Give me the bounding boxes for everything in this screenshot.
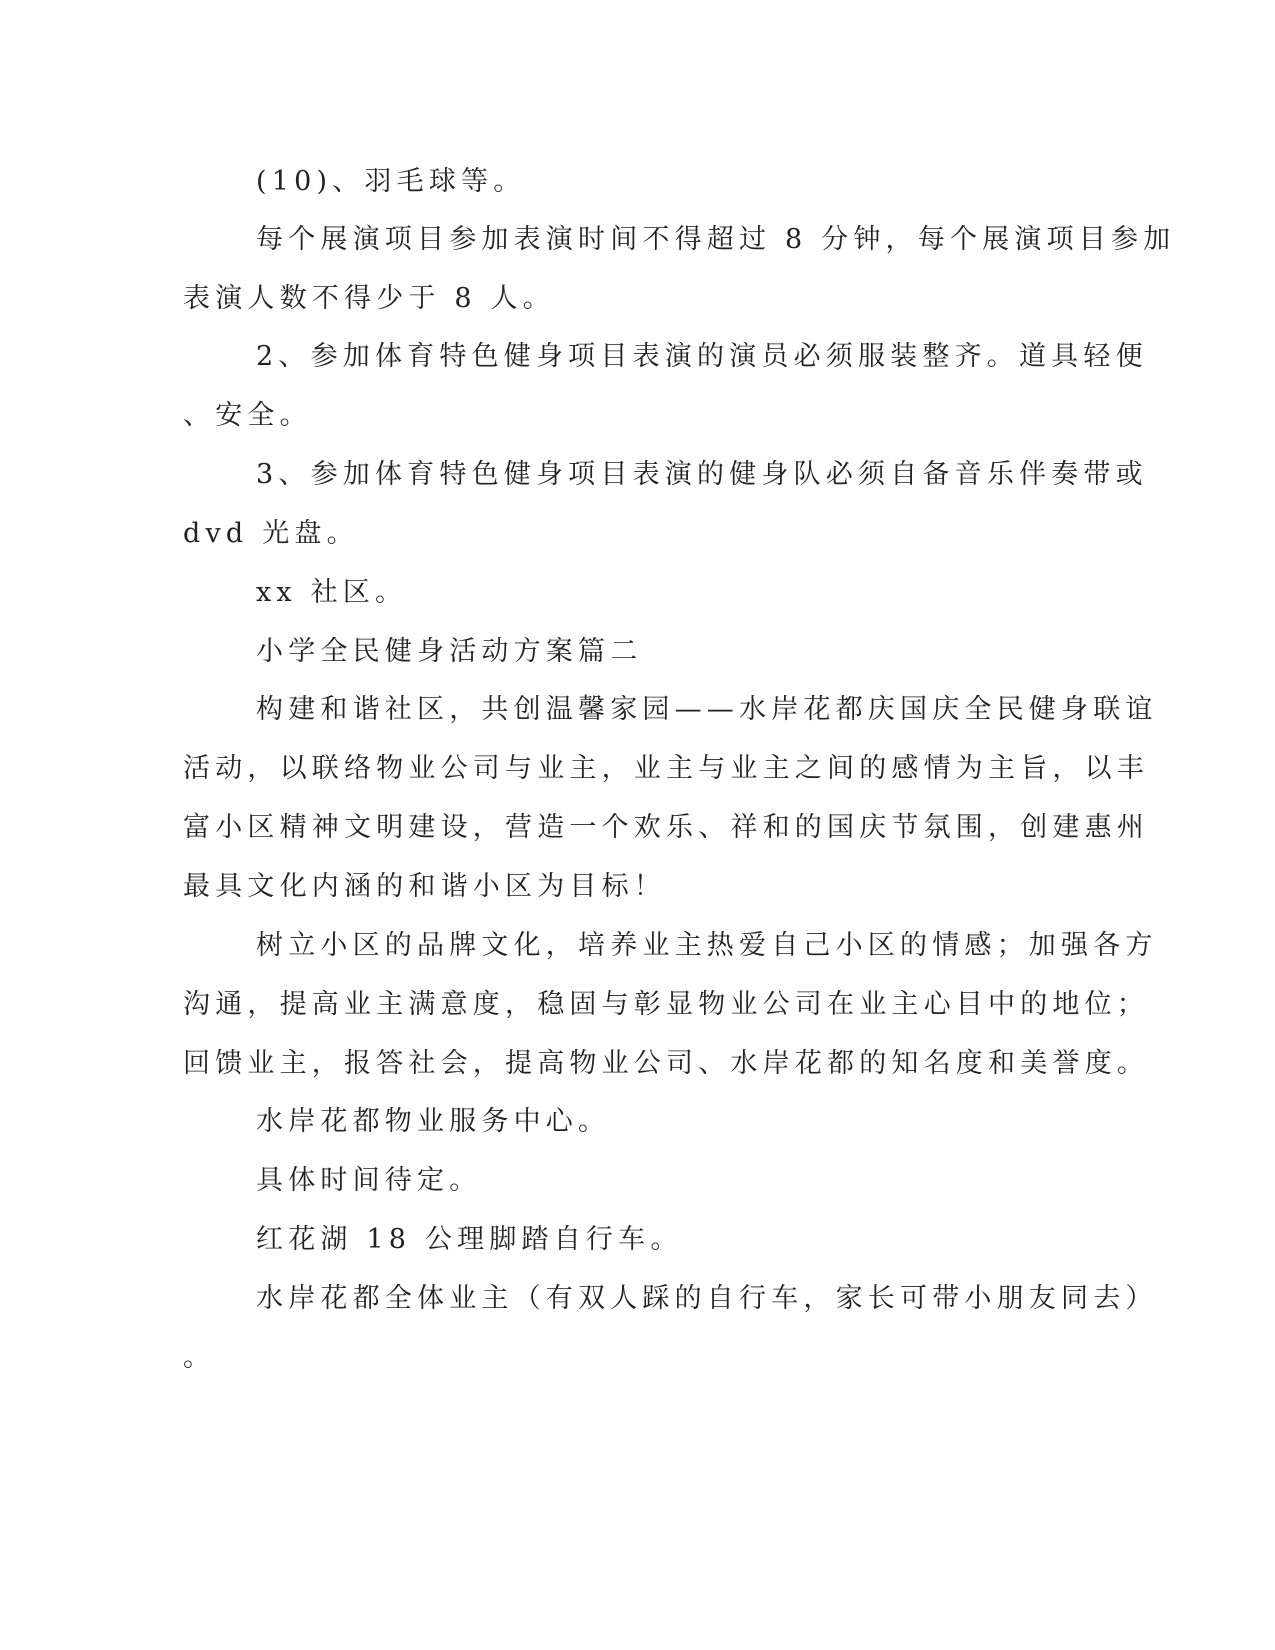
text-line: 沟通，提高业主满意度，稳固与彰显物业公司在业主心目中的地位； <box>183 989 1149 1020</box>
text-line: 最具文化内涵的和谐小区为目标！ <box>183 871 666 902</box>
text-line: 回馈业主，报答社会，提高物业公司、水岸花都的知名度和美誉度。 <box>183 1048 1149 1079</box>
text-line: 水岸花都全体业主（有双人踩的自行车，家长可带小朋友同去） <box>256 1283 1158 1314</box>
text-line: 红花湖 18 公理脚踏自行车。 <box>256 1224 683 1255</box>
text-line: 树立小区的品牌文化，培养业主热爱自己小区的情感；加强各方 <box>256 930 1158 961</box>
text-line: 2、参加体育特色健身项目表演的演员必须服装整齐。道具轻便 <box>256 341 1148 372</box>
text-line: 表演人数不得少于 8 人。 <box>183 283 555 314</box>
text-line: 3、参加体育特色健身项目表演的健身队必须自备音乐伴奏带或 <box>256 459 1148 490</box>
text-line: 活动，以联络物业公司与业主，业主与业主之间的感情为主旨，以丰 <box>183 753 1149 784</box>
text-line: (10)、羽毛球等。 <box>256 166 526 197</box>
section-heading: 小学全民健身活动方案篇二 <box>256 636 643 667</box>
text-line: 具体时间待定。 <box>256 1165 482 1196</box>
text-line: dvd 光盘。 <box>183 518 359 549</box>
text-line: xx 社区。 <box>256 577 408 608</box>
text-line: 、安全。 <box>183 400 312 431</box>
text-line: 富小区精神文明建设，营造一个欢乐、祥和的国庆节氛围，创建惠州 <box>183 812 1149 843</box>
text-line: 。 <box>183 1342 216 1373</box>
text-line: 构建和谐社区，共创温馨家园——水岸花都庆国庆全民健身联谊 <box>256 694 1158 725</box>
text-line: 水岸花都物业服务中心。 <box>256 1106 611 1137</box>
text-line: 每个展演项目参加表演时间不得超过 8 分钟，每个展演项目参加 <box>256 224 1176 255</box>
